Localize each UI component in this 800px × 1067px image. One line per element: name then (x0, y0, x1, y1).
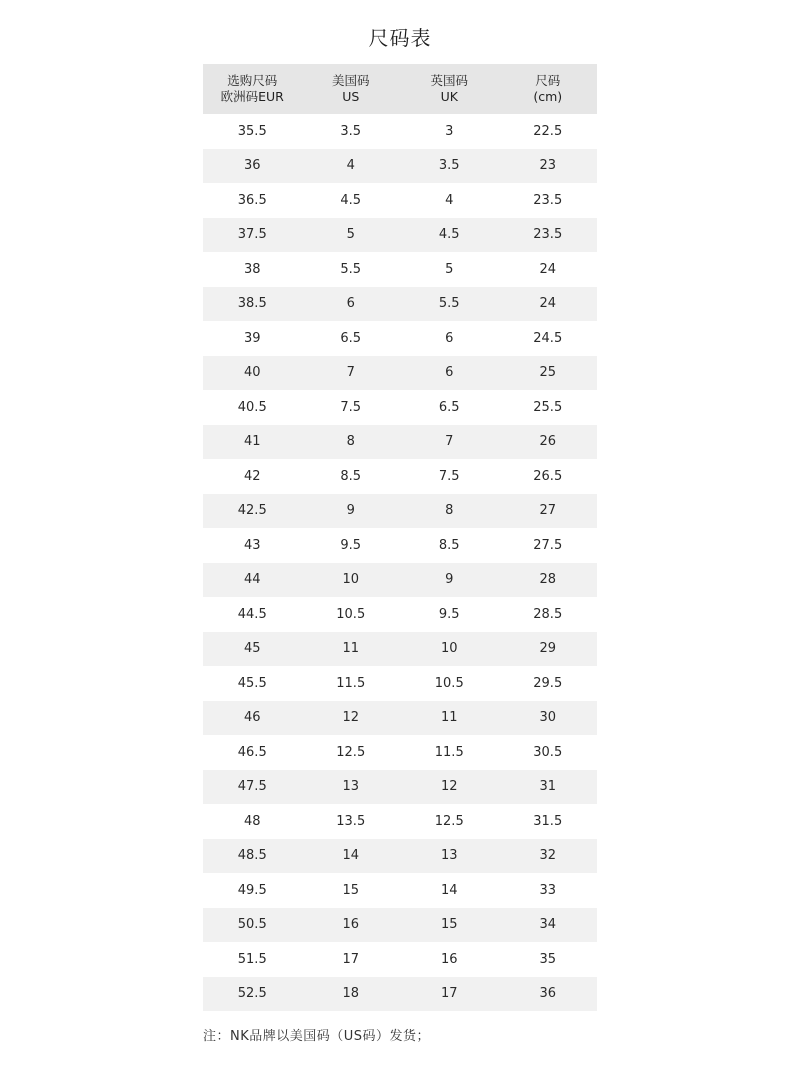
table-row (203, 563, 597, 598)
table-row (203, 908, 597, 943)
cell-uk: 15 (400, 908, 499, 943)
header-uk (400, 64, 499, 114)
cell-uk: 13 (400, 839, 499, 874)
cell-uk: 7.5 (400, 459, 499, 494)
table-row (203, 942, 597, 977)
cell-us: 7.5 (302, 390, 401, 425)
cell-eur: 46 (203, 701, 302, 736)
cell-uk: 3.5 (400, 149, 499, 184)
table-row (203, 321, 597, 356)
cell-uk: 5.5 (400, 287, 499, 322)
cell-cm: 34 (499, 908, 598, 943)
cell-uk: 3 (400, 114, 499, 149)
cell-cm: 33 (499, 873, 598, 908)
cell-cm: 32 (499, 839, 598, 874)
cell-eur: 48.5 (203, 839, 302, 874)
cell-eur: 40 (203, 356, 302, 391)
cell-uk: 11.5 (400, 735, 499, 770)
cell-cm: 25.5 (499, 390, 598, 425)
cell-cm: 35 (499, 942, 598, 977)
cell-cm: 30.5 (499, 735, 598, 770)
table-row (203, 425, 597, 460)
cell-eur: 50.5 (203, 908, 302, 943)
table-row (203, 356, 597, 391)
table-row (203, 459, 597, 494)
cell-cm: 36 (499, 977, 598, 1012)
cell-uk: 5 (400, 252, 499, 287)
cell-uk: 6 (400, 321, 499, 356)
cell-eur: 52.5 (203, 977, 302, 1012)
cell-cm: 28.5 (499, 597, 598, 632)
cell-eur: 38.5 (203, 287, 302, 322)
cell-cm: 26.5 (499, 459, 598, 494)
cell-uk: 10.5 (400, 666, 499, 701)
cell-us: 8 (302, 425, 401, 460)
table-row (203, 252, 597, 287)
cell-cm: 22.5 (499, 114, 598, 149)
cell-eur: 49.5 (203, 873, 302, 908)
cell-eur: 36 (203, 149, 302, 184)
header-us-line1: 美国码 (331, 73, 370, 88)
page-title: 尺码表 (368, 26, 432, 50)
header-row (203, 64, 597, 114)
cell-uk: 14 (400, 873, 499, 908)
header-eur (203, 64, 302, 114)
cell-eur: 35.5 (203, 114, 302, 149)
table-body (203, 114, 597, 1011)
cell-us: 10.5 (302, 597, 401, 632)
cell-us: 18 (302, 977, 401, 1012)
cell-eur: 36.5 (203, 183, 302, 218)
table-row (203, 770, 597, 805)
cell-uk: 6 (400, 356, 499, 391)
table-row (203, 735, 597, 770)
size-chart-table (203, 64, 597, 1011)
cell-uk: 4 (400, 183, 499, 218)
table-row (203, 839, 597, 874)
cell-uk: 10 (400, 632, 499, 667)
cell-eur: 40.5 (203, 390, 302, 425)
cell-uk: 8 (400, 494, 499, 529)
table-row (203, 494, 597, 529)
header-eur-line2: 欧洲码EUR (220, 89, 284, 104)
header-us-line2: US (342, 89, 360, 104)
table-row (203, 528, 597, 563)
cell-eur: 44 (203, 563, 302, 598)
cell-us: 13 (302, 770, 401, 805)
cell-us: 5 (302, 218, 401, 253)
cell-cm: 27 (499, 494, 598, 529)
cell-us: 6.5 (302, 321, 401, 356)
cell-cm: 29.5 (499, 666, 598, 701)
table-header (203, 64, 597, 114)
cell-us: 12.5 (302, 735, 401, 770)
cell-us: 11.5 (302, 666, 401, 701)
size-table (203, 64, 597, 1011)
cell-uk: 8.5 (400, 528, 499, 563)
table-row (203, 632, 597, 667)
cell-uk: 12 (400, 770, 499, 805)
cell-us: 9 (302, 494, 401, 529)
header-uk-line2: UK (440, 89, 458, 104)
cell-uk: 9 (400, 563, 499, 598)
cell-cm: 24 (499, 252, 598, 287)
header-cm-line1: 尺码 (535, 73, 561, 88)
cell-us: 10 (302, 563, 401, 598)
cell-cm: 23.5 (499, 218, 598, 253)
cell-eur: 43 (203, 528, 302, 563)
cell-us: 16 (302, 908, 401, 943)
cell-uk: 9.5 (400, 597, 499, 632)
header-cm (499, 64, 598, 114)
table-row (203, 287, 597, 322)
table-row (203, 666, 597, 701)
cell-eur: 44.5 (203, 597, 302, 632)
cell-uk: 11 (400, 701, 499, 736)
cell-eur: 37.5 (203, 218, 302, 253)
table-row (203, 873, 597, 908)
cell-eur: 38 (203, 252, 302, 287)
header-us (302, 64, 401, 114)
cell-uk: 4.5 (400, 218, 499, 253)
header-uk-line1: 英国码 (430, 73, 468, 88)
cell-eur: 45.5 (203, 666, 302, 701)
table-row (203, 804, 597, 839)
table-row (203, 390, 597, 425)
cell-us: 7 (302, 356, 401, 391)
table-row (203, 701, 597, 736)
table-row (203, 183, 597, 218)
cell-cm: 23 (499, 149, 598, 184)
cell-us: 8.5 (302, 459, 401, 494)
cell-uk: 7 (400, 425, 499, 460)
cell-uk: 17 (400, 977, 499, 1012)
cell-us: 4 (302, 149, 401, 184)
cell-cm: 23.5 (499, 183, 598, 218)
cell-uk: 16 (400, 942, 499, 977)
table-row (203, 597, 597, 632)
cell-eur: 41 (203, 425, 302, 460)
cell-cm: 30 (499, 701, 598, 736)
cell-eur: 39 (203, 321, 302, 356)
header-eur-line1: 选购尺码 (227, 73, 278, 88)
cell-cm: 29 (499, 632, 598, 667)
cell-us: 11 (302, 632, 401, 667)
cell-us: 3.5 (302, 114, 401, 149)
cell-eur: 48 (203, 804, 302, 839)
cell-us: 12 (302, 701, 401, 736)
cell-cm: 24.5 (499, 321, 598, 356)
cell-eur: 42 (203, 459, 302, 494)
cell-us: 13.5 (302, 804, 401, 839)
cell-us: 6 (302, 287, 401, 322)
cell-us: 4.5 (302, 183, 401, 218)
shipping-note: 注：NK品牌以美国码（US码）发货； (203, 1029, 431, 1044)
table-row (203, 149, 597, 184)
cell-cm: 27.5 (499, 528, 598, 563)
cell-eur: 46.5 (203, 735, 302, 770)
table-row (203, 977, 597, 1012)
cell-us: 17 (302, 942, 401, 977)
cell-uk: 12.5 (400, 804, 499, 839)
cell-uk: 6.5 (400, 390, 499, 425)
cell-us: 5.5 (302, 252, 401, 287)
table-row (203, 114, 597, 149)
cell-cm: 28 (499, 563, 598, 598)
cell-cm: 26 (499, 425, 598, 460)
cell-eur: 45 (203, 632, 302, 667)
cell-us: 15 (302, 873, 401, 908)
cell-eur: 51.5 (203, 942, 302, 977)
cell-us: 14 (302, 839, 401, 874)
cell-eur: 47.5 (203, 770, 302, 805)
cell-eur: 42.5 (203, 494, 302, 529)
cell-cm: 31 (499, 770, 598, 805)
table-row (203, 218, 597, 253)
cell-cm: 24 (499, 287, 598, 322)
cell-us: 9.5 (302, 528, 401, 563)
header-cm-line2: (cm) (533, 89, 563, 104)
cell-cm: 25 (499, 356, 598, 391)
cell-cm: 31.5 (499, 804, 598, 839)
